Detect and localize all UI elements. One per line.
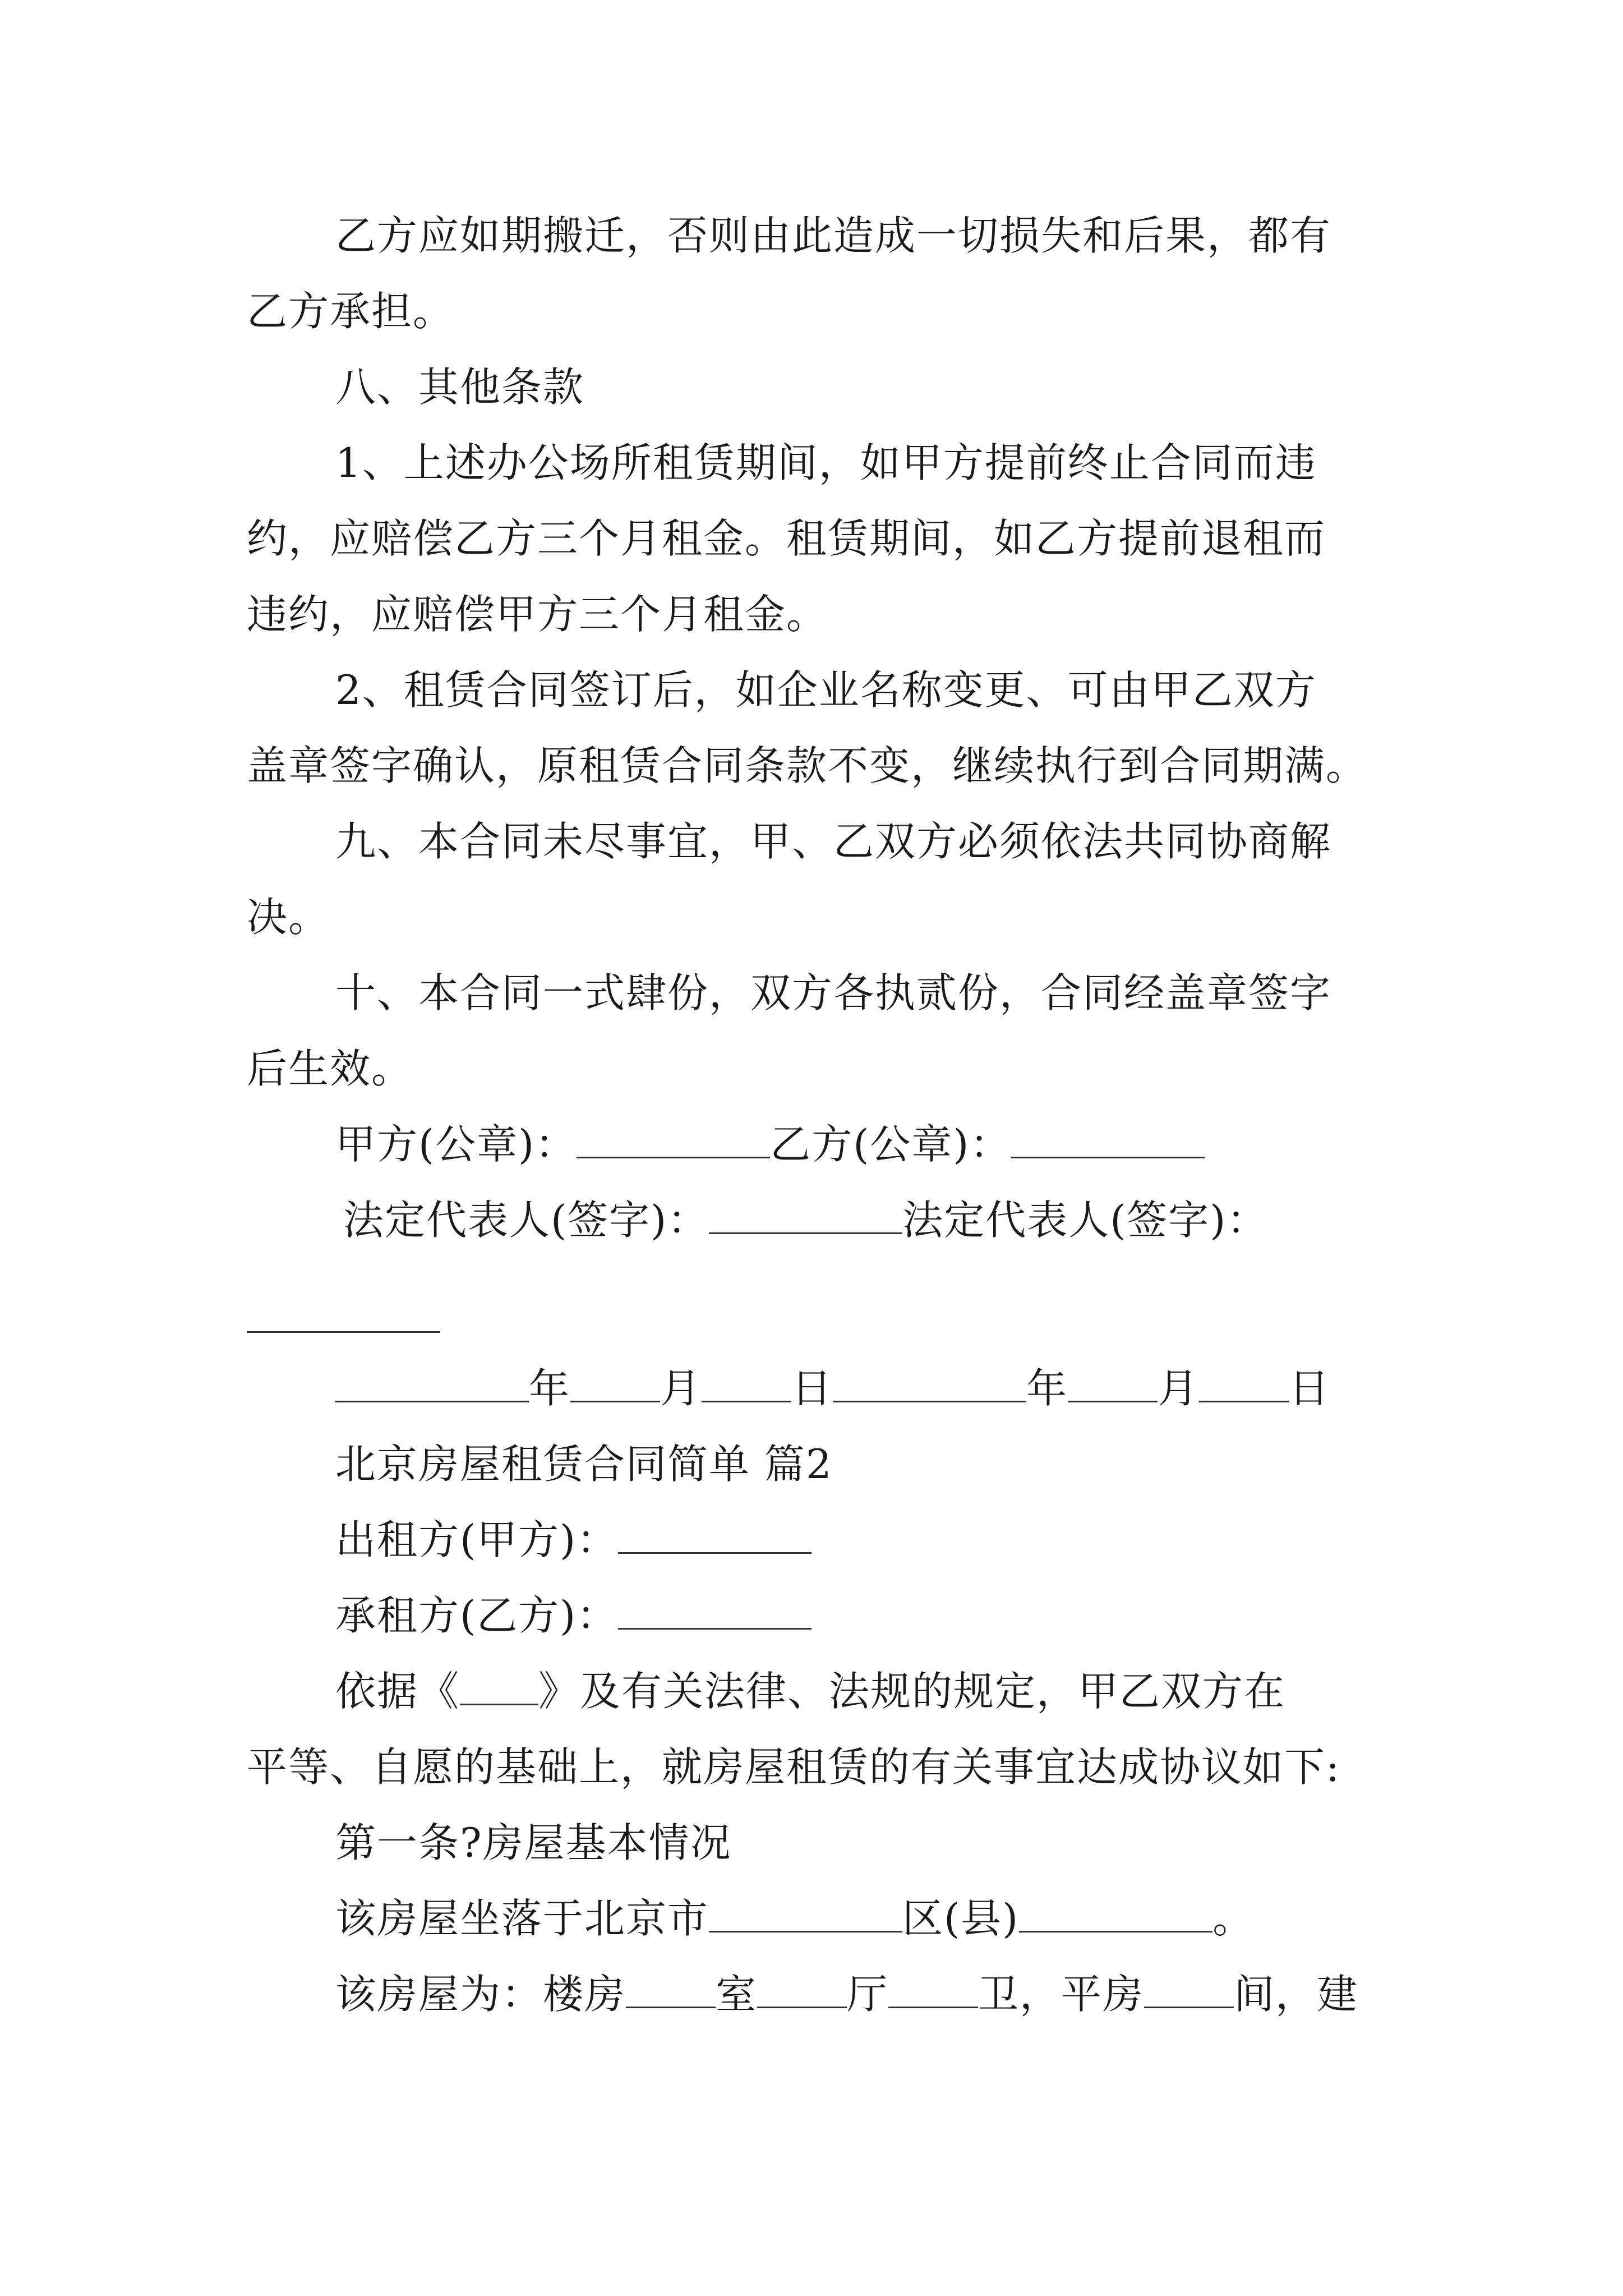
district-blank	[709, 1896, 902, 1932]
document-title: 北京房屋租赁合同简单 篇2	[335, 1441, 833, 1488]
house-type-line	[335, 1966, 1358, 2022]
bungalow-room-label: 间，建	[1234, 1971, 1359, 2018]
hall-label: 厅	[847, 1971, 889, 2018]
room-label: 室	[716, 1971, 758, 2018]
year-label: 年	[1026, 1365, 1068, 1412]
rep-a-label: 法定代表人(签字)：	[343, 1197, 709, 1244]
lessee-blank	[618, 1593, 811, 1630]
party-b-seal-label: 乙方(公章)：	[770, 1121, 1012, 1168]
article-heading: 第一条?房屋基本情况	[335, 1819, 732, 1866]
paragraph-line: 约，应赔偿乙方三个月租金。租赁期间，如乙方提前退租而	[247, 515, 1326, 562]
rep-b-label: 法定代表人(签字)：	[902, 1197, 1269, 1244]
paragraph-line: 后生效。	[247, 1045, 413, 1092]
year-blank	[335, 1366, 529, 1402]
day-label: 日	[791, 1365, 833, 1412]
paragraph-line: 乙方应如期搬迁，否则由此造成一切损失和后果，都有	[335, 212, 1332, 259]
day-label: 日	[1289, 1365, 1331, 1412]
halls-blank	[757, 1972, 847, 2008]
rooms-blank	[626, 1972, 716, 2008]
location-city-label: 该房屋坐落于北京市	[335, 1895, 709, 1942]
basis-line	[335, 1663, 1285, 1719]
paragraph-line: 平等、自愿的基础上，就房屋租赁的有关事宜达成协议如下:	[247, 1743, 1341, 1791]
signature-line-representatives	[343, 1192, 1268, 1248]
district-label: 区(县)	[902, 1895, 1020, 1942]
month-label: 月	[660, 1365, 702, 1412]
lessee-label: 承租方(乙方)：	[335, 1592, 619, 1639]
party-a-seal-blank	[577, 1122, 770, 1158]
rep-a-blank	[709, 1198, 902, 1234]
section-heading: 八、其他条款	[335, 364, 585, 411]
address-blank	[1019, 1896, 1212, 1932]
bath-bungalow-label: 卫，平房	[978, 1971, 1145, 2018]
lessor-blank	[618, 1517, 811, 1554]
baths-blank	[888, 1972, 978, 2008]
year-label: 年	[529, 1365, 571, 1412]
day-blank	[1199, 1366, 1289, 1402]
year-blank	[833, 1366, 1026, 1402]
day-blank	[702, 1366, 791, 1402]
rep-b-blank	[247, 1331, 440, 1333]
month-blank	[570, 1366, 660, 1402]
paragraph-line: 九、本合同未尽事宜，甲、乙双方必须依法共同协商解	[335, 818, 1332, 865]
paragraph-line: 决。	[247, 894, 330, 941]
paragraph-line: 1、上述办公场所租赁期间，如甲方提前终止合同而违	[335, 439, 1317, 486]
law-name-blank	[460, 1669, 538, 1705]
party-b-seal-blank	[1011, 1122, 1205, 1158]
lessor-line	[335, 1512, 811, 1568]
paragraph-line: 十、本合同一式肆份，双方各执贰份，合同经盖章签字	[335, 969, 1332, 1016]
period: 。	[1212, 1895, 1255, 1942]
bungalow-rooms-blank	[1144, 1972, 1234, 2008]
lessee-line	[335, 1588, 811, 1644]
paragraph-line: 2、租赁合同签订后，如企业名称变更、可由甲乙双方	[335, 666, 1317, 714]
lessor-label: 出租方(甲方)：	[335, 1516, 619, 1563]
signature-line-parties	[335, 1116, 1205, 1172]
basis-rest: 》及有关法律、法规的规定，甲乙双方在	[538, 1668, 1286, 1715]
paragraph-line: 盖章签字确认，原租赁合同条款不变，继续执行到合同期满。	[247, 742, 1368, 789]
month-label: 月	[1158, 1365, 1200, 1412]
paragraph-line: 违约，应赔偿甲方三个月租金。	[247, 591, 828, 638]
month-blank	[1068, 1366, 1158, 1402]
paragraph-line: 乙方承担。	[247, 288, 455, 335]
location-line	[335, 1890, 1254, 1947]
basis-open: 依据《	[335, 1668, 460, 1715]
date-line	[335, 1360, 1330, 1416]
party-a-seal-label: 甲方(公章)：	[335, 1121, 577, 1168]
building-label: 该房屋为：楼房	[335, 1971, 626, 2018]
